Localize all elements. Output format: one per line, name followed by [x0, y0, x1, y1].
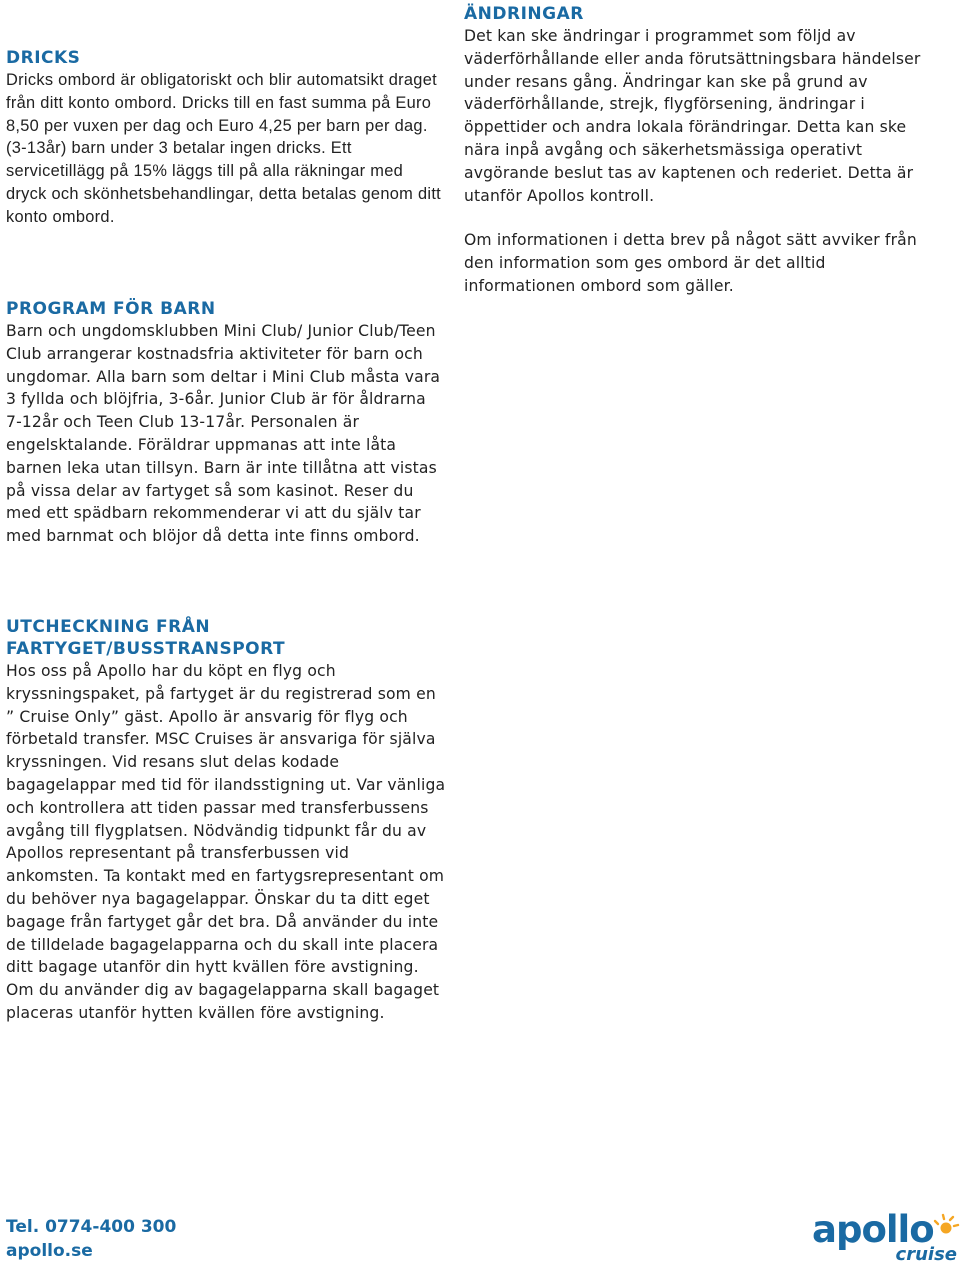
section-heading-line-2: FARTYGET/BUSSTRANSPORT	[6, 639, 286, 659]
section-heading: DRICKS	[6, 48, 81, 68]
footer-contact	[6, 1215, 176, 1263]
section-paragraph: Barn och ungdomsklubben Mini Club/ Junior Club/Teen Club arrangerar kostnadsfria aktiviteter för barn och ungdomar. Alla barn som deltar i Mini Club måsta vara 3 fyllda och blöjfria, 3-6år. Junior Club är för åldrarna 7-12år och Teen Club 13-17år. Personalen är engelsktalande. Föräldrar uppmanas att inte låta barnen leka utan tillsyn. Barn är inte tillåtna att vistas på vissa delar av fartyget så som kasinot. Reser du med ett spädbarn rekommenderar vi att du själv tar med barnmat och blöjor då detta inte finns ombord.	[6, 322, 441, 546]
section-paragraph: Hos oss på Apollo har du köpt en flyg och kryssningspaket, på fartyget är du registrerad som en ” Cruise Only” gäst. Apollo är ansvarig för flyg och förbetald transfer. MSC Cruises är ansvariga för själva kryssningen. Vid resans slut delas kodade bagagelappar med tid för ilandsstigning ut. Var vänliga och kontrollera att tiden passar med transferbussens avgång till flygplatsen. Nödvändig tidpunkt får du av Apollos representant på transferbussen vid ankomsten. Ta kontakt med en fartygsrepresentant om du behöver nya bagagelappar. Önskar du ta ditt eget bagage från fartyget går det bra. Då använder du inte de tilldelade bagagelapparna och du skall inte placera ditt bagage utanför din hytt kvällen före avstigning. Om du använder dig av bagagelapparna skall bagaget placeras utanför hytten kvällen före avstigning.	[6, 662, 446, 1022]
logo-sub: cruise	[895, 1244, 957, 1265]
section-dricks	[6, 47, 446, 229]
section-paragraph: Om informationen i detta brev på något sätt avviker från den information som ges ombord är det alltid informationen ombord som gäller.	[464, 231, 917, 295]
logo-brand: apollo	[812, 1208, 934, 1251]
section-paragraph: Det kan ske ändringar i programmet som följd av väderförhållande eller anda förutsättningsbara händelser under resans gång. Ändringar kan ske på grund av väderförhållande, strejk, flygförsening, ändringar i öppettider och andra lokala förändringar. Detta kan ske nära inpå avgång och säkerhetsmässiga operativt avgörande beslut tas av kaptenen och rederiet. Detta är utanför Apollos kontroll.	[464, 27, 921, 205]
section-heading: PROGRAM FÖR BARN	[6, 299, 216, 319]
footer-phone: Tel. 0774-400 300	[6, 1217, 177, 1237]
apollo-cruise-logo	[812, 1200, 960, 1265]
section-andringar	[464, 3, 924, 298]
sun-icon	[935, 1215, 958, 1234]
section-paragraph: Dricks ombord är obligatoriskt och blir automatsikt draget från ditt konto ombord. Dricks till en fast summa på Euro 8,50 per vuxen per dag och Euro 4,25 per barn per dag. (3-13år) barn under 3 betalar ingen dricks. Ett servicetillägg på 15% läggs till på alla räkningar med dryck och skönhetsbehandlingar, detta betalas genom ditt konto ombord.	[6, 71, 442, 226]
footer-website[interactable]: apollo.se	[6, 1241, 93, 1261]
section-heading-line-1: UTCHECKNING FRÅN	[6, 617, 211, 637]
section-heading: ÄNDRINGAR	[464, 4, 584, 24]
section-utcheckning	[6, 616, 446, 1025]
section-program-for-barn	[6, 298, 446, 548]
